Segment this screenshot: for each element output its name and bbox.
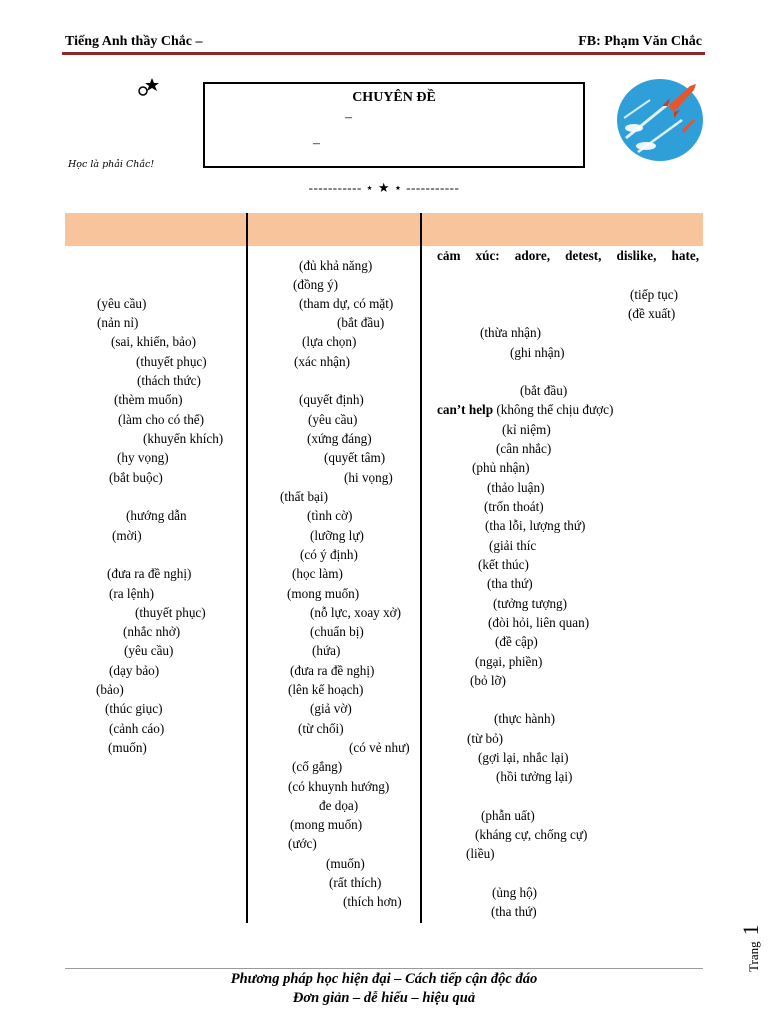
col2-item: (lưỡng lự)	[310, 528, 364, 543]
crescent-moon-icon	[64, 74, 164, 154]
title-dash-1: –	[345, 110, 352, 125]
col2-item: (giả vờ)	[310, 701, 352, 716]
col2-item: đe dọa)	[319, 798, 359, 813]
table-header-band	[65, 213, 703, 246]
col1-item: (thuyết phục)	[136, 354, 207, 369]
col2-item: (thích hơn)	[343, 894, 402, 909]
col3-item: (hồi tưởng lại)	[496, 769, 573, 784]
col2-item: (có ý định)	[300, 547, 358, 562]
col2-item: (muốn)	[326, 856, 365, 871]
col3-item: (phủ nhận)	[472, 460, 530, 475]
col1-item: (dạy bảo)	[109, 663, 160, 678]
col2-item: (có vẻ như)	[349, 740, 410, 755]
col1-item: (bảo)	[96, 682, 124, 697]
col2-item: (mong muốn)	[290, 817, 363, 832]
page-label: Trang	[746, 941, 761, 972]
col1-item: (hướng dẫn	[126, 508, 187, 523]
col1-item: (thuyết phục)	[135, 605, 206, 620]
col3-item: (bắt đầu)	[520, 383, 568, 398]
col1-item: (yêu cầu)	[97, 296, 147, 311]
col1-item: (thèm muốn)	[114, 392, 183, 407]
col3-item: (cân nhắc)	[496, 441, 552, 456]
col2-item: (quyết định)	[299, 392, 364, 407]
column-divider-2	[420, 213, 422, 923]
col2-item: (lựa chọn)	[302, 334, 357, 349]
col3-item: (thảo luận)	[487, 480, 545, 495]
col3-item: (đề xuất)	[628, 306, 676, 321]
col2-item: (rất thích)	[329, 875, 382, 890]
col2-item: (bắt đầu)	[337, 315, 385, 330]
col2-item: (đủ khả năng)	[299, 258, 373, 273]
col1-item: (ra lệnh)	[109, 586, 155, 601]
col1-item: (mời)	[112, 528, 142, 543]
cant-help-meaning: (không thể chịu được)	[493, 402, 614, 417]
cant-help-bold: can’t help	[437, 402, 494, 417]
col2-item: (lên kế hoạch)	[288, 682, 364, 697]
col1-item: (muốn)	[108, 740, 147, 755]
header-left: Tiếng Anh thầy Chắc –	[65, 34, 203, 49]
col2-item: (xác nhận)	[294, 354, 351, 369]
col2-item: (học làm)	[292, 566, 343, 581]
star-divider: ----------- ⋆ ★ ⋆ -----------	[308, 180, 460, 195]
logo-caption: Học là phải Chắc!	[68, 159, 155, 170]
title-dash-2: –	[313, 136, 320, 151]
col3-item: (kỉ niệm)	[502, 422, 551, 437]
col1-item: (khuyến khích)	[143, 431, 224, 446]
col2-item: (mong muốn)	[287, 586, 360, 601]
col3-item: (ngại, phiền)	[475, 654, 543, 669]
col2-item: (quyết tâm)	[324, 450, 386, 465]
col2-item: (yêu cầu)	[308, 412, 358, 427]
col3-item: (tha thứ)	[487, 576, 533, 591]
header-rule	[62, 52, 705, 55]
col2-item: (từ chối)	[298, 721, 344, 736]
col1-item: (thúc giục)	[105, 701, 163, 716]
rocket-image	[616, 78, 704, 162]
col3-item: (từ bỏ)	[467, 731, 504, 746]
col2-item: (chuẩn bị)	[310, 624, 364, 639]
col2-item: (tham dự, có mặt)	[299, 296, 394, 311]
col1-item: (đưa ra đề nghị)	[107, 566, 192, 581]
col2-item: (cố gắng)	[292, 759, 343, 774]
col3-item: (giải thíc	[489, 538, 537, 553]
col1-item: (sai, khiến, bảo)	[111, 334, 196, 349]
col3-item: (trốn thoát)	[484, 499, 544, 514]
col3-item: (gợi lại, nhắc lại)	[478, 750, 569, 765]
col3-item: (đề cập)	[495, 634, 538, 649]
col2-item: (đưa ra đề nghị)	[290, 663, 375, 678]
col3-item: (liều)	[466, 846, 495, 861]
rocket-icon	[616, 78, 704, 162]
col3-item: (đòi hỏi, liên quan)	[488, 615, 590, 630]
col2-item: (xứng đáng)	[307, 431, 372, 446]
header-right: FB: Phạm Văn Chắc	[578, 34, 702, 49]
col1-item: (hy vọng)	[117, 450, 169, 465]
col2-item: (nỗ lực, xoay xở)	[310, 605, 402, 620]
col2-item: (thất bại)	[280, 489, 328, 504]
col2-item: (có khuynh hướng)	[288, 779, 390, 794]
col3-item: (ủng hộ)	[492, 885, 538, 900]
col3-item: (kết thúc)	[478, 557, 529, 572]
col1-item: (nhắc nhở)	[123, 624, 181, 639]
col2-item: (đồng ý)	[293, 277, 339, 292]
footer-rule	[65, 968, 703, 969]
col3-item: (thực hành)	[494, 711, 555, 726]
title-text: CHUYÊN ĐỀ	[352, 90, 436, 105]
page-number-value: 1	[738, 924, 763, 936]
col3-cant-help	[437, 400, 613, 419]
col1-item: (thách thức)	[137, 373, 201, 388]
title-box	[203, 82, 585, 168]
col3-item: (tưởng tượng)	[493, 596, 568, 611]
footer-line-1: Phương pháp học hiện đại – Cách tiếp cận độc đáo	[230, 971, 538, 987]
col2-item: (tình cờ)	[307, 508, 353, 523]
col2-item: (ước)	[288, 836, 317, 851]
col3-item: (tha thứ)	[491, 904, 537, 919]
col1-item: (làm cho có thể)	[118, 412, 205, 427]
col3-item: (bỏ lỡ)	[470, 673, 506, 688]
col1-item: (bắt buộc)	[109, 470, 163, 485]
col3-item: (kháng cự, chống cự)	[475, 827, 588, 842]
col1-item: (yêu cầu)	[124, 643, 174, 658]
col3-item: (thừa nhận)	[480, 325, 541, 340]
col3-item: (tha lỗi, lượng thứ)	[485, 518, 586, 533]
col2-item: (hi vọng)	[344, 470, 393, 485]
page-number	[738, 912, 762, 972]
col3-item: (tiếp tục)	[630, 287, 678, 302]
column-divider-1	[246, 213, 248, 923]
col3-item: (ghi nhận)	[510, 345, 565, 360]
col3-feelings-line: cảm xúc: adore, detest, dislike, hate,	[437, 248, 699, 263]
footer-line-2: Đơn giản – dễ hiểu – hiệu quả	[292, 990, 476, 1006]
col1-item: (cảnh cáo)	[109, 721, 165, 736]
col2-item: (hứa)	[312, 643, 341, 658]
moon-logo	[64, 74, 164, 169]
col3-item: (phẫn uất)	[481, 808, 535, 823]
col1-item: (nản nỉ)	[97, 315, 139, 330]
